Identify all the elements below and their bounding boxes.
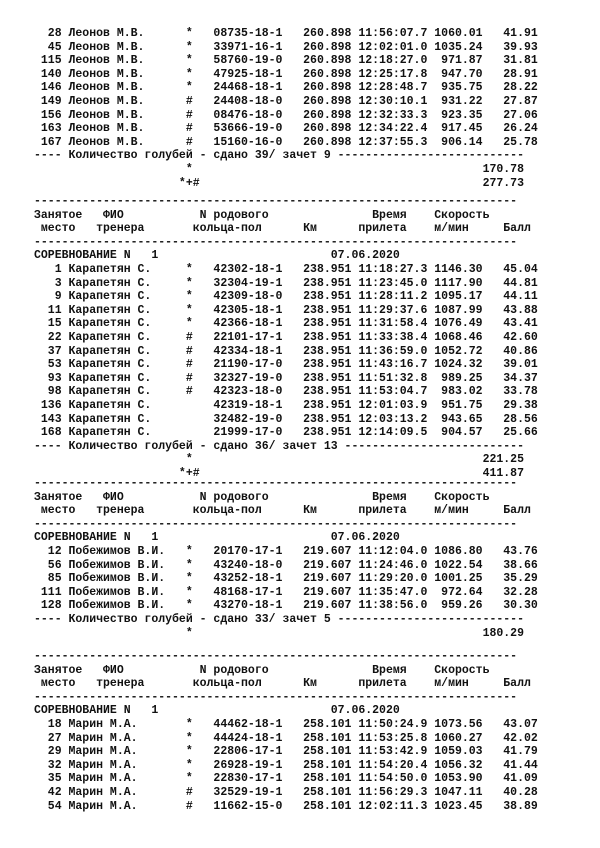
result-line: 140 Леонов М.В. * 47925-18-1 260.898 12:25:17.8 947.70 28.91 (34, 67, 538, 81)
result-line: * 221.25 (34, 453, 524, 467)
result-line: *+# 277.73 (34, 176, 524, 190)
result-line: * 170.78 (34, 162, 524, 176)
leonov-results-block (34, 27, 538, 190)
result-line: 167 Леонов М.В. # 15160-16-0 260.898 12:37:55.3 906.14 25.78 (34, 135, 538, 149)
result-line: ---------------------------------------------------------------------- (34, 195, 518, 208)
result-line: 29 Марин М.А. * 22806-17-1 258.101 11:53:42.9 1059.03 41.79 (34, 745, 538, 759)
result-line: ---------------------------------------------------------------------- (34, 650, 518, 663)
result-line: ---------------------------------------------------------------------- (34, 690, 518, 704)
result-line: Занятое ФИО N родового Время Скорость (34, 490, 490, 504)
result-line: Занятое ФИО N родового Время Скорость (34, 208, 490, 222)
result-line: 35 Марин М.А. * 22830-17-1 258.101 11:54:50.0 1053.90 41.09 (34, 772, 538, 786)
result-line: СОРЕВНОВАНИЕ N 1 07.06.2020 (34, 704, 400, 718)
result-line: СОРЕВНОВАНИЕ N 1 07.06.2020 (34, 531, 400, 545)
result-line: 54 Марин М.А. # 11662-15-0 258.101 12:02:11.3 1023.45 38.89 (34, 799, 538, 813)
result-line: 3 Карапетян С. * 32304-19-1 238.951 11:23:45.0 1117.90 44.81 (34, 276, 538, 290)
result-line: 53 Карапетян С. # 21190-17-0 238.951 11:43:16.7 1024.32 39.01 (34, 358, 538, 372)
result-line: 93 Карапетян С. # 32327-19-0 238.951 11:51:32.8 989.25 34.37 (34, 371, 538, 385)
result-line: ---- Количество голубей - сдано 39/ зачет 9 --------------------------- (34, 149, 524, 163)
result-line: СОРЕВНОВАНИЕ N 1 07.06.2020 (34, 249, 400, 263)
karapetyan-results-block (34, 195, 538, 480)
result-line: 85 Побежимов В.И. * 43252-18-1 219.607 11:29:20.0 1001.25 35.29 (34, 572, 538, 586)
result-line: * 180.29 (34, 626, 524, 640)
result-line: 45 Леонов М.В. * 33971-16-1 260.898 12:02:01.0 1035.24 39.93 (34, 40, 538, 54)
result-line: 32 Марин М.А. * 26928-19-1 258.101 11:54:20.4 1056.32 41.44 (34, 758, 538, 772)
result-line: 128 Побежимов В.И. * 43270-18-1 219.607 11:38:56.0 959.26 30.30 (34, 599, 538, 613)
result-line: 111 Побежимов В.И. * 48168-17-1 219.607 11:35:47.0 972.64 32.28 (34, 585, 538, 599)
result-line: ---------------------------------------------------------------------- (34, 517, 518, 531)
result-line: 22 Карапетян С. # 22101-17-1 238.951 11:33:38.4 1068.46 42.60 (34, 330, 538, 344)
result-line: 156 Леонов М.В. # 08476-18-0 260.898 12:32:33.3 923.35 27.06 (34, 108, 538, 122)
result-line: 163 Леонов М.В. # 53666-19-0 260.898 12:34:22.4 917.45 26.24 (34, 122, 538, 136)
result-line: 42 Марин М.А. # 32529-19-1 258.101 11:56:29.3 1047.11 40.28 (34, 785, 538, 799)
marin-results-block (34, 650, 538, 813)
result-line: ---- Количество голубей - сдано 33/ зачет 5 --------------------------- (34, 612, 524, 626)
result-line: 146 Леонов М.В. * 24468-18-1 260.898 12:28:48.7 935.75 28.22 (34, 81, 538, 95)
result-line: 168 Карапетян С. 21999-17-0 238.951 12:14:09.5 904.57 25.66 (34, 426, 538, 440)
result-line: 1 Карапетян С. * 42302-18-1 238.951 11:18:27.3 1146.30 45.04 (34, 262, 538, 276)
result-line: 9 Карапетян С. * 42309-18-0 238.951 11:28:11.2 1095.17 44.11 (34, 290, 538, 304)
pobezhimov-results-block (34, 477, 538, 640)
result-line: 98 Карапетян С. # 42323-18-0 238.951 11:53:04.7 983.02 33.78 (34, 385, 538, 399)
result-line: 115 Леонов М.В. * 58760-19-0 260.898 12:18:27.0 971.87 31.81 (34, 54, 538, 68)
result-line: *+# 411.87 (34, 466, 524, 480)
result-line: 56 Побежимов В.И. * 43240-18-0 219.607 11:24:46.0 1022.54 38.66 (34, 558, 538, 572)
result-line: место тренера кольца-пол Км прилета м/мин Балл (34, 222, 531, 236)
result-line: Занятое ФИО N родового Время Скорость (34, 663, 490, 677)
result-line: 37 Карапетян С. # 42334-18-1 238.951 11:36:59.0 1052.72 40.86 (34, 344, 538, 358)
result-line: 28 Леонов М.В. * 08735-18-1 260.898 11:56:07.7 1060.01 41.91 (34, 27, 538, 40)
result-line: 143 Карапетян С. 32482-19-0 238.951 12:03:13.2 943.65 28.56 (34, 412, 538, 426)
result-line: 15 Карапетян С. * 42366-18-1 238.951 11:31:58.4 1076.49 43.41 (34, 317, 538, 331)
result-line: 27 Марин М.А. * 44424-18-1 258.101 11:53:25.8 1060.27 42.02 (34, 731, 538, 745)
result-line: место тренера кольца-пол Км прилета м/мин Балл (34, 504, 531, 518)
result-line: 18 Марин М.А. * 44462-18-1 258.101 11:50:24.9 1073.56 43.07 (34, 717, 538, 731)
result-line: ---- Количество голубей - сдано 36/ зачет 13 -------------------------- (34, 439, 524, 453)
result-line: ---------------------------------------------------------------------- (34, 235, 518, 249)
result-line: 149 Леонов М.В. # 24408-18-0 260.898 12:30:10.1 931.22 27.87 (34, 94, 538, 108)
result-line: 11 Карапетян С. * 42305-18-1 238.951 11:29:37.6 1087.99 43.88 (34, 303, 538, 317)
result-line: 136 Карапетян С. 42319-18-1 238.951 12:01:03.9 951.75 29.38 (34, 398, 538, 412)
result-line: ---------------------------------------------------------------------- (34, 477, 518, 490)
result-line: место тренера кольца-пол Км прилета м/мин Балл (34, 677, 531, 691)
result-line: 12 Побежимов В.И. * 20170-17-1 219.607 11:12:04.0 1086.80 43.76 (34, 544, 538, 558)
